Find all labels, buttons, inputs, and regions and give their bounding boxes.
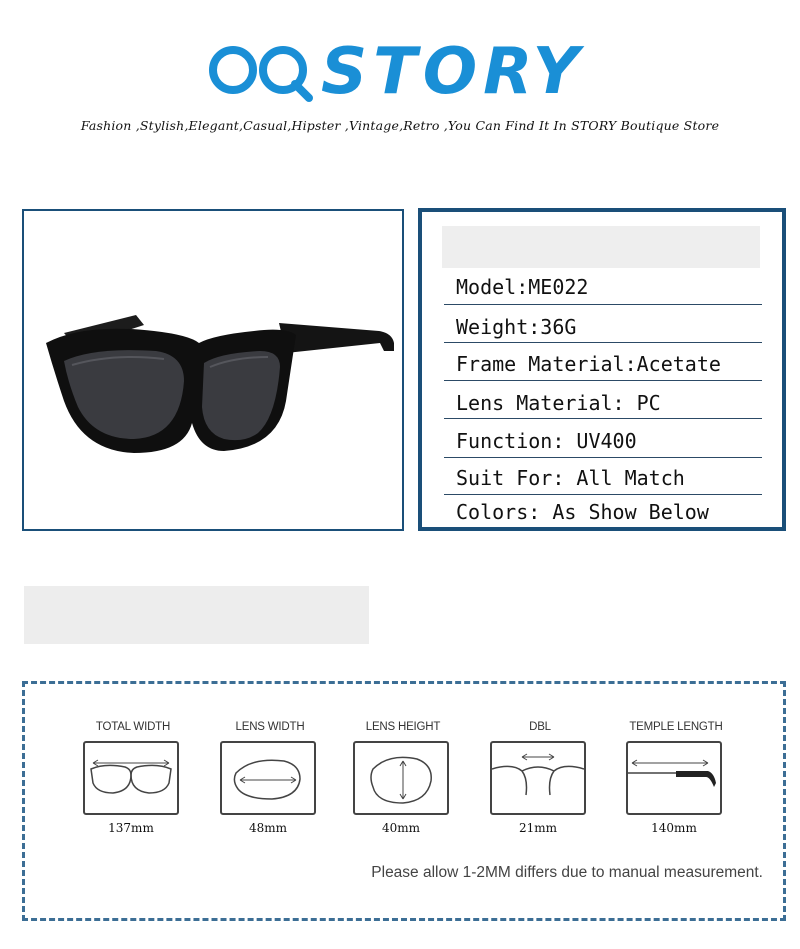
- spec-label: Lens Material:: [456, 391, 625, 415]
- spec-label: Weight:: [456, 315, 541, 339]
- logo-mark-icon: [205, 38, 325, 108]
- measurement-note: Please allow 1-2MM differs due to manual measurement.: [371, 864, 763, 881]
- spec-value: Acetate: [636, 352, 721, 376]
- size-label: LENS WIDTH: [235, 721, 305, 733]
- sunglasses-image: [24, 211, 402, 529]
- temple-length-icon: [626, 741, 722, 815]
- dbl-icon: [490, 741, 586, 815]
- spec-lens-material: [456, 392, 661, 414]
- spec-label: Colors:: [456, 500, 541, 524]
- spec-value: All Match: [564, 466, 685, 490]
- brand-logo: [205, 35, 645, 109]
- size-chart-panel: [22, 681, 786, 921]
- spec-function: [456, 430, 637, 452]
- spec-value: As Show Below: [540, 500, 709, 524]
- size-value: 48mm: [248, 821, 288, 835]
- spec-suit-for: [456, 467, 685, 489]
- divider: [444, 380, 762, 381]
- size-label: DBL: [529, 721, 551, 733]
- size-label: TOTAL WIDTH: [95, 721, 171, 733]
- spec-value: ME022: [528, 275, 589, 299]
- product-image: [22, 209, 404, 531]
- spec-label: Frame Material:: [456, 352, 637, 376]
- size-label: TEMPLE LENGTH: [629, 721, 723, 733]
- spec-value: PC: [624, 391, 661, 415]
- size-value: 40mm: [381, 821, 421, 835]
- spec-value: 36G: [540, 315, 577, 339]
- spec-colors: [456, 501, 709, 523]
- lens-width-icon: [220, 741, 316, 815]
- lens-height-icon: [353, 741, 449, 815]
- brand-tagline: Fashion ,Stylish,Elegant,Casual,Hipster ,Vintage,Retro ,You Can Find It In STORY Boutique Store: [80, 118, 720, 133]
- spec-label: Model:: [456, 275, 529, 299]
- divider: [444, 418, 762, 419]
- divider: [444, 494, 762, 495]
- spec-label: Function:: [456, 429, 565, 453]
- section-header-bar: [24, 586, 369, 644]
- divider: [444, 457, 762, 458]
- size-value: 137mm: [108, 821, 154, 835]
- spec-frame-material: [456, 353, 721, 375]
- spec-label: Suit For:: [456, 466, 565, 490]
- spec-model: [456, 276, 588, 298]
- spec-weight: [456, 316, 576, 338]
- brand-name: STORY: [321, 35, 585, 109]
- divider: [444, 304, 762, 305]
- divider: [444, 342, 762, 343]
- size-value: 21mm: [518, 821, 558, 835]
- spec-value: UV400: [564, 429, 637, 453]
- spec-header-bar: [442, 226, 760, 268]
- size-value: 140mm: [651, 821, 697, 835]
- specifications-panel: [418, 208, 786, 531]
- total-width-icon: [83, 741, 179, 815]
- size-label: LENS HEIGHT: [365, 721, 441, 733]
